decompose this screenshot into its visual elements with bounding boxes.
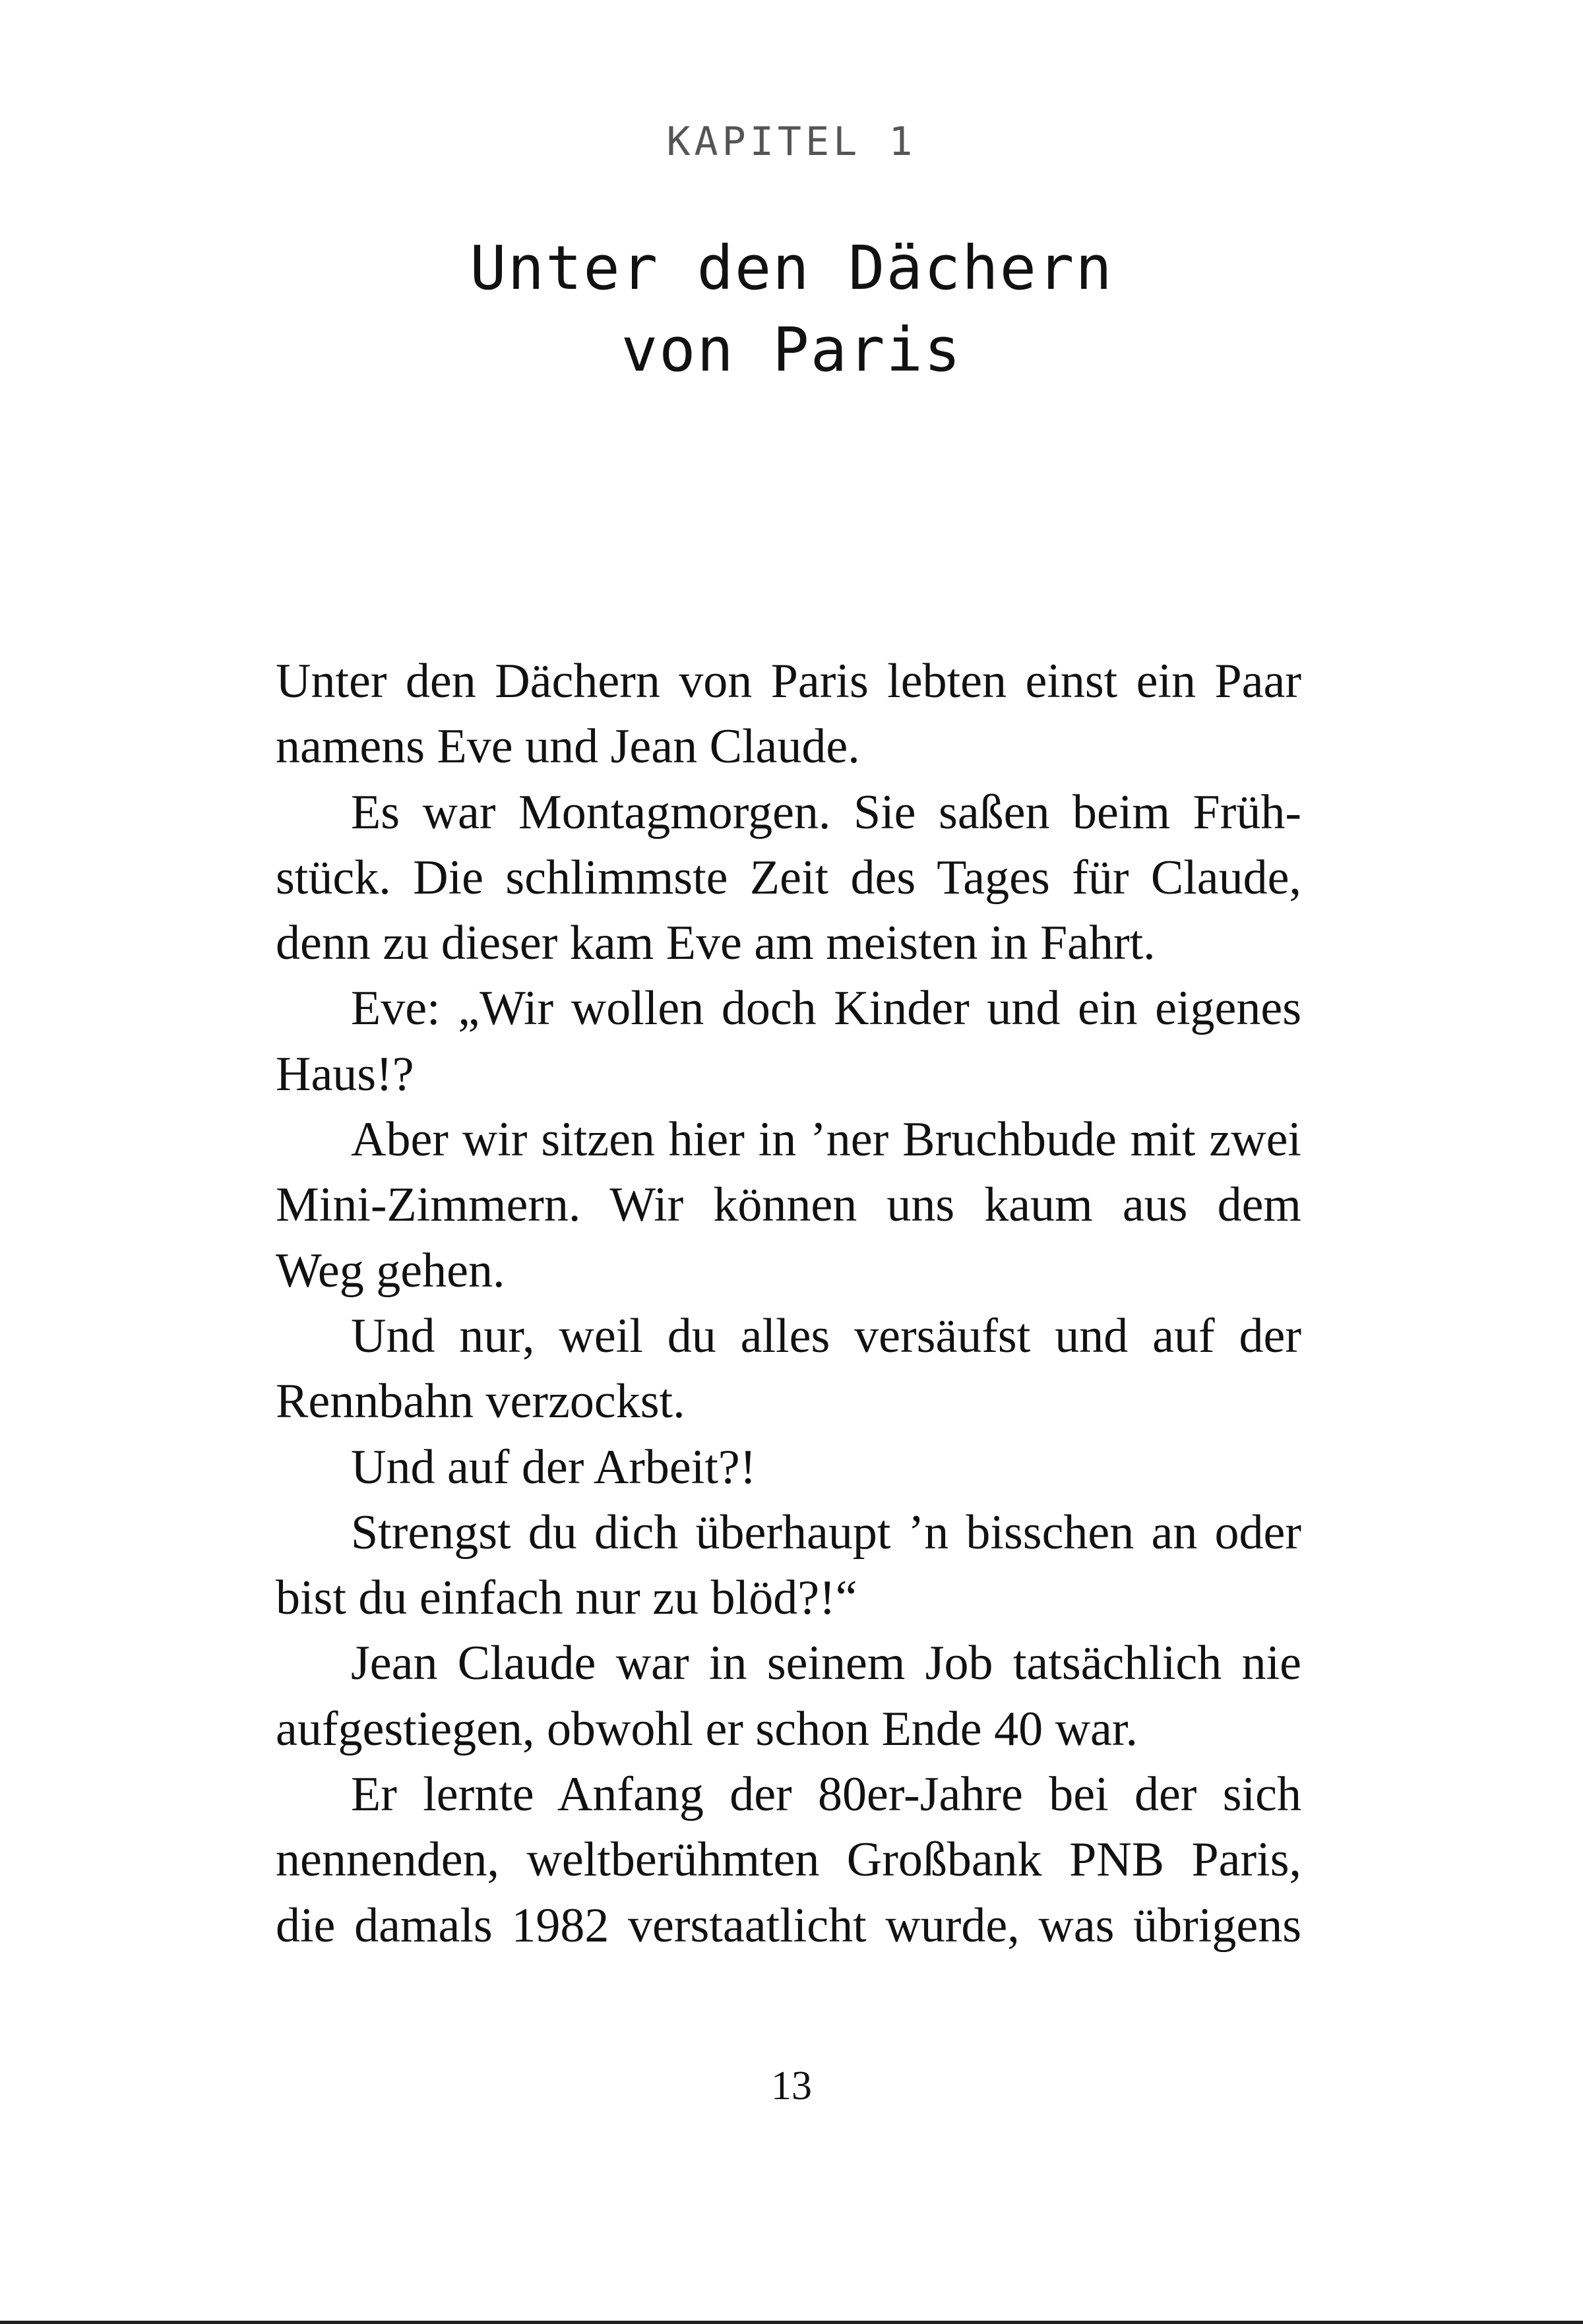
text-line: Und auf der Arbeit?! bbox=[351, 1440, 757, 1494]
text-line: Unter den Dächern von Paris lebten einst ein Paar bbox=[276, 654, 1301, 708]
text-line: Er lernte Anfang der 80er-Jahre bei der sich bbox=[351, 1767, 1301, 1822]
text-line: die damals 1982 verstaatlicht wurde, was übrigens bbox=[276, 1898, 1301, 1953]
bottom-border bbox=[0, 2321, 1583, 2324]
body-text bbox=[276, 649, 1301, 1959]
text-line: aufgestiegen, obwohl er schon Ende 40 war. bbox=[276, 1701, 1138, 1756]
text-line: Jean Claude war in seinem Job tatsächlich nie bbox=[351, 1636, 1301, 1691]
text-line: stück. Die schlimmste Zeit des Tages für Claude, bbox=[276, 850, 1301, 905]
text-line: Strengst du dich überhaupt ’n bisschen an oder bbox=[351, 1505, 1301, 1560]
text-line: namens Eve und Jean Claude. bbox=[276, 719, 860, 774]
chapter-title bbox=[0, 228, 1583, 391]
chapter-title-line: Unter den Dächern bbox=[470, 233, 1113, 303]
text-line: Mini-Zimmern. Wir können uns kaum aus dem bbox=[276, 1178, 1301, 1233]
chapter-label: KAPITEL 1 bbox=[666, 119, 917, 165]
text-line: Rennbahn verzockst. bbox=[276, 1374, 685, 1429]
text-line: bist du einfach nur zu blöd?!“ bbox=[276, 1571, 857, 1626]
text-line: Eve: „Wir wollen doch Kinder und ein eigenes bbox=[351, 981, 1301, 1036]
text-line: nennenden, weltberühmten Großbank PNB Paris, bbox=[276, 1833, 1301, 1887]
text-line: Weg gehen. bbox=[276, 1243, 505, 1298]
text-line: Aber wir sitzen hier in ’ner Bruchbude mit zwei bbox=[351, 1113, 1301, 1167]
chapter-title-line: von Paris bbox=[621, 315, 962, 385]
text-line: Haus!? bbox=[276, 1047, 414, 1101]
text-line: Es war Montagmorgen. Sie saßen beim Früh- bbox=[351, 785, 1301, 840]
text-line: Und nur, weil du alles versäufst und auf der bbox=[351, 1308, 1301, 1363]
text-line: denn zu dieser kam Eve am meisten in Fahrt. bbox=[276, 916, 1156, 971]
page-number: 13 bbox=[771, 2064, 812, 2108]
